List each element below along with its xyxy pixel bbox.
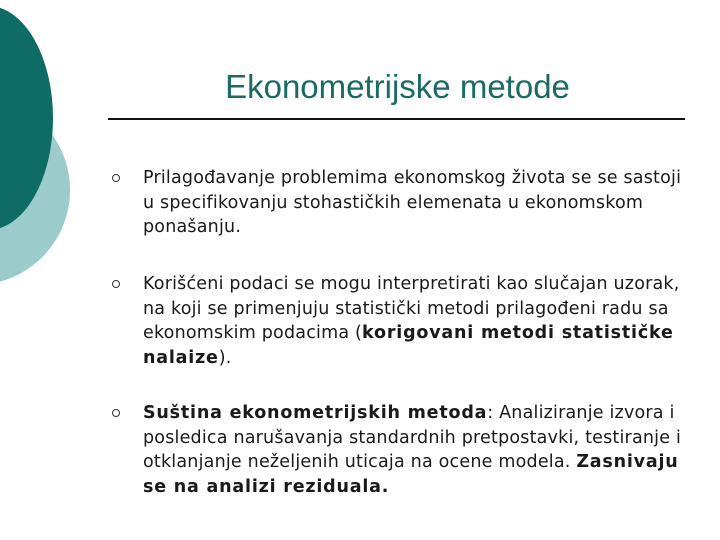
bullet-3-bold-lead: Suština ekonometrijskih metoda bbox=[143, 403, 488, 423]
bullet-1-part-1: Prilagođavanje problemima ekonomskog života se se sastoji u specifikovanju stohastičkih elemenata u ekonomskom ponašanju. bbox=[143, 168, 682, 237]
bullet-item-2 bbox=[112, 272, 682, 370]
decorative-circles bbox=[0, 0, 120, 300]
bullet-text-2 bbox=[143, 272, 682, 370]
bullet-text-3 bbox=[143, 401, 682, 499]
bullet-item-3 bbox=[112, 401, 682, 499]
circle-bullet-icon bbox=[112, 409, 120, 417]
title-underline bbox=[108, 118, 685, 120]
bullet-2-part-1: Korišćeni podaci se mogu interpretirati kao slučajan uzorak, na koji se primenjuju statistički metodi prilagođeni radu sa ekonomskim podacima ( bbox=[143, 274, 680, 343]
circle-bullet-icon bbox=[112, 280, 120, 288]
bullet-2-bold-phrase: korigovani metodi statističke nalaize bbox=[143, 323, 674, 368]
bullet-text-1 bbox=[143, 166, 682, 240]
bullet-2-part-3: ). bbox=[218, 347, 232, 368]
bullet-3-bold-tail: Zasnivaju se na analizi reziduala. bbox=[143, 452, 679, 497]
bullet-3-part-2: : Analiziranje izvora i posledica narušavanja standardnih pretpostavki, testiranje i otklanjanje neželjenih uticaja na ocene modela. bbox=[143, 403, 682, 472]
slide-title: Ekonometrijske metode bbox=[225, 68, 570, 105]
circle-bullet-icon bbox=[112, 174, 120, 182]
bullet-item-1 bbox=[112, 166, 682, 240]
